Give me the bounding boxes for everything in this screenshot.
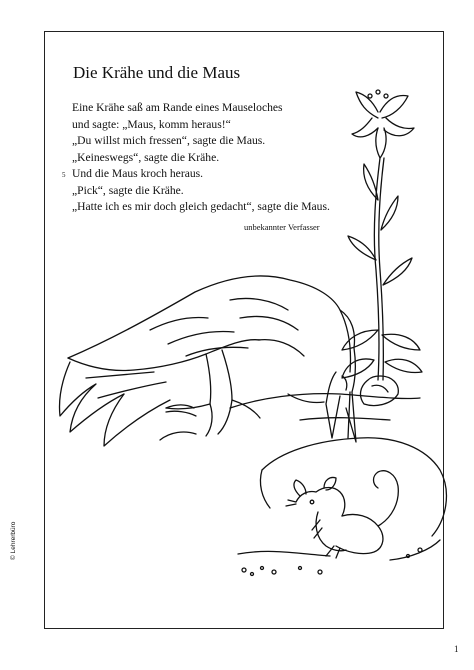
poem-line: „Hatte ich es mir doch gleich gedacht“, sagte die Maus. [72,200,330,213]
mouse-illustration [286,471,398,558]
flower-illustration [342,90,422,406]
author-credit: unbekannter Verfasser [244,222,320,232]
poem-title: Die Krähe und die Maus [73,63,241,82]
poem-line: und sagte: „Maus, komm heraus!“ [72,117,231,131]
crow-illustration [59,276,356,446]
copyright-note: © Lehrerbüro [10,521,17,560]
poem-line: Eine Krähe saß am Rande eines Mauseloches [72,101,283,114]
line-number: 5 [62,171,66,179]
poem-line: „Pick“, sagte die Krähe. [72,183,184,197]
poem-line: „Keineswegs“, sagte die Krähe. [72,150,220,164]
poem-line: Und die Maus kroch heraus. [72,167,204,180]
page-number: 1 [454,644,459,654]
poem-line: „Du willst mich fressen“, sagte die Maus. [72,134,266,147]
